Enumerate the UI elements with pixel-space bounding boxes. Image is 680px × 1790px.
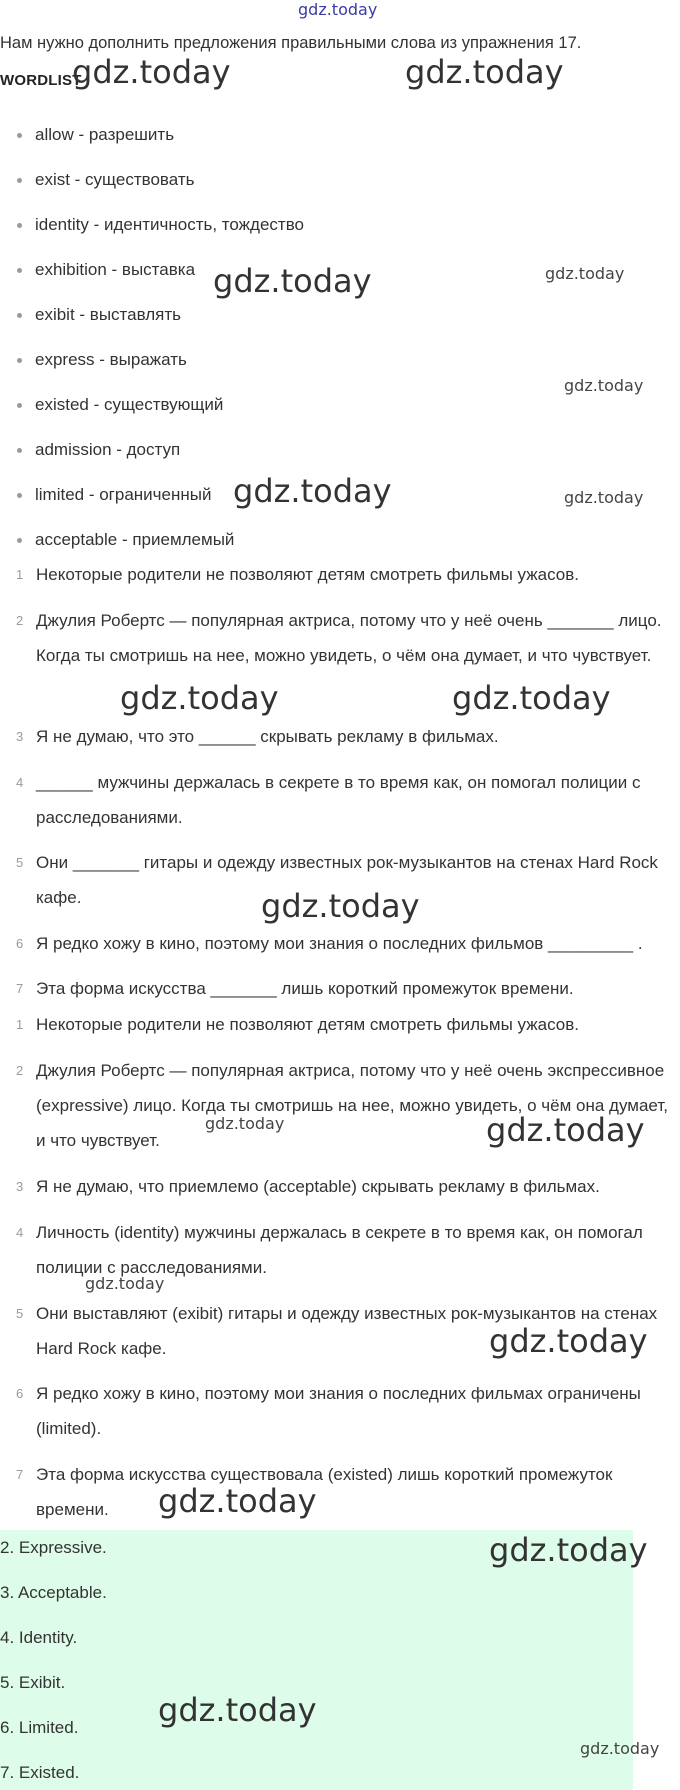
answer-item: 4. Identity. [0, 1628, 78, 1647]
task-text: Я не думаю, что это ______ скрывать рекламу в фильмах. [36, 727, 499, 746]
watermark: gdz.today [205, 1114, 285, 1133]
task-text: Эта форма искусства _______ лишь короткий промежуток времени. [36, 979, 574, 998]
task-item [0, 719, 680, 754]
watermark: gdz.today [545, 264, 625, 283]
solution-item [0, 1007, 680, 1042]
solution-number: 6 [16, 1386, 24, 1401]
watermark: gdz.today [564, 488, 644, 507]
task-number: 3 [16, 729, 24, 744]
solution-number: 2 [16, 1063, 24, 1078]
answer-item: 7. Existed. [0, 1763, 80, 1782]
watermark: gdz.today [158, 1691, 317, 1729]
answer-item: 3. Acceptable. [0, 1583, 107, 1602]
task-text: Они _______ гитары и одежду известных рок-музыкантов на стенах Hard Rock кафе. [36, 853, 658, 907]
solution-item [0, 1376, 680, 1446]
wordlist-title: WORDLIST [0, 72, 82, 89]
solution-number: 3 [16, 1179, 24, 1194]
task-number: 2 [16, 613, 24, 628]
watermark: gdz.today [233, 472, 392, 510]
task-number: 6 [16, 936, 24, 951]
watermark: gdz.today [120, 679, 279, 717]
solution-text: Личность (identity) мужчины держалась в секрете в то время как, он помогал полиции с расследованиями. [36, 1223, 643, 1277]
task-item [0, 765, 680, 835]
task-item [0, 926, 680, 961]
watermark: gdz.today [158, 1482, 317, 1520]
watermark: gdz.today [489, 1531, 648, 1569]
solution-text: Джулия Робертс — популярная актриса, потому что у неё очень экспрессивное (expressive) лицо. Когда ты смотришь на нее, можно увидеть, о чём она думает, и что чувствует. [36, 1061, 668, 1150]
watermark: gdz.today [405, 53, 564, 91]
task-item [0, 971, 680, 1006]
wordlist-item: admission - доступ [0, 427, 304, 472]
solution-number: 5 [16, 1306, 24, 1321]
task-item [0, 557, 680, 592]
watermark: gdz.today [72, 53, 231, 91]
wordlist-item: exhibition - выставка [0, 247, 304, 292]
watermark: gdz.today [213, 262, 372, 300]
solution-item [0, 1169, 680, 1204]
watermark: gdz.today [261, 887, 420, 925]
solution-number: 7 [16, 1467, 24, 1482]
watermark: gdz.today [85, 1274, 165, 1293]
watermark: gdz.today [486, 1111, 645, 1149]
solution-text: Они выставляют (exibit) гитары и одежду известных рок-музыкантов на стенах Hard Rock кафе. [36, 1304, 658, 1358]
task-text: ______ мужчины держалась в секрете в то время как, он помогал полиции с расследованиями. [36, 773, 641, 827]
wordlist-item: existed - существующий [0, 382, 304, 427]
wordlist-item: limited - ограниченный [0, 472, 304, 517]
answers-block [0, 1530, 633, 1790]
task-number: 7 [16, 981, 24, 996]
wordlist-item: acceptable - приемлемый [0, 517, 304, 562]
answer-item: 6. Limited. [0, 1718, 79, 1737]
solution-text: Некоторые родители не позволяют детям смотреть фильмы ужасов. [36, 1015, 579, 1034]
watermark: gdz.today [489, 1322, 648, 1360]
watermark: gdz.today [452, 679, 611, 717]
solution-item [0, 1457, 680, 1527]
watermark: gdz.today [564, 376, 644, 395]
solution-number: 4 [16, 1225, 24, 1240]
task-text: Некоторые родители не позволяют детям смотреть фильмы ужасов. [36, 565, 579, 584]
answer-item: 2. Expressive. [0, 1538, 107, 1557]
solution-text: Эта форма искусства существовала (existed) лишь короткий промежуток времени. [36, 1465, 613, 1519]
task-text: Джулия Робертс — популярная актриса, потому что у неё очень _______ лицо. Когда ты смотришь на нее, можно увидеть, о чём она думает, и что чувствует. [36, 611, 662, 665]
task-number: 5 [16, 855, 24, 870]
task-number: 4 [16, 775, 24, 790]
solution-text: Я не думаю, что приемлемо (acceptable) скрывать рекламу в фильмах. [36, 1177, 600, 1196]
solution-text: Я редко хожу в кино, поэтому мои знания о последних фильмах ограничены (limited). [36, 1384, 641, 1438]
wordlist-item: exist - существовать [0, 157, 304, 202]
wordlist-item: identity - идентичность, тождество [0, 202, 304, 247]
task-number: 1 [16, 567, 24, 582]
watermark-top: gdz.today [298, 0, 378, 19]
task-text: Я редко хожу в кино, поэтому мои знания о последних фильмов _________ . [36, 934, 643, 953]
wordlist-item: exibit - выставлять [0, 292, 304, 337]
answer-item: 5. Exibit. [0, 1673, 66, 1692]
solution-number: 1 [16, 1017, 24, 1032]
watermark: gdz.today [580, 1739, 660, 1758]
wordlist-item: allow - разрешить [0, 112, 304, 157]
wordlist-item: express - выражать [0, 337, 304, 382]
intro-text: Нам нужно дополнить предложения правильными слова из упражнения 17. [0, 34, 582, 52]
task-item [0, 603, 680, 673]
